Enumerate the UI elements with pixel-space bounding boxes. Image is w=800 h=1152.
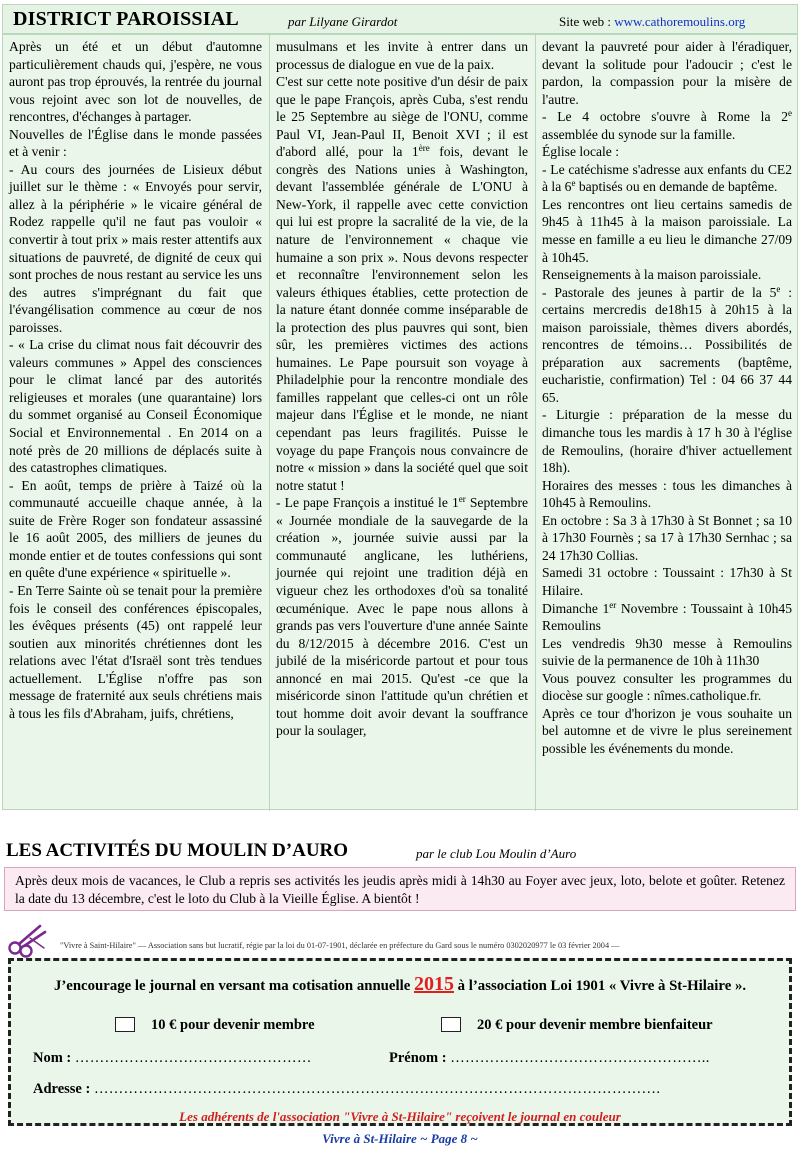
superscript: ère xyxy=(418,143,430,154)
association-legal-line: "Vivre à Saint-Hilaire" — Association sans but lucratif, régie par la loi du 01-07-1901, déclarée en préfecture du Gard sous le numéro 0302020977 le 03 février 2004 — xyxy=(60,941,620,950)
coupon-intro xyxy=(11,973,789,996)
text-run: C'est sur cette note positive d'un désir de paix que le pape François, après Cuba, s'est rendu le 25 Septembre au siège de l'ONU, comme Paul VI, Jean-Paul II, Benoit XVI ; il est d'abord allé, pour la 1 xyxy=(276,74,528,160)
text-run: Dimanche 1 xyxy=(542,600,610,616)
section-title: DISTRICT PAROISSIAL xyxy=(13,8,239,30)
scissors-icon xyxy=(6,922,48,958)
superscript: e xyxy=(776,283,781,294)
paragraph: Église locale : xyxy=(542,144,620,160)
activities-text: Après deux mois de vacances, le Club a repris ses activités les jeudis après midi à 14h30 au Foyer avec jeux, loto, belote et goûter. Retenez la date du 13 décembre, c'est le loto du Club à la Vieille Église. A bientôt ! xyxy=(4,867,796,911)
text-run: - Le 4 octobre s'ouvre à Rome la 2 xyxy=(542,109,788,125)
superscript: er xyxy=(609,599,617,610)
superscript: e xyxy=(571,178,576,189)
site-web xyxy=(559,14,745,30)
adresse-label: Adresse : xyxy=(33,1081,94,1097)
paragraph xyxy=(276,73,528,494)
coupon-intro-text: J’encourage le journal en versant ma cotisation annuelle xyxy=(53,978,414,994)
prenom-dots: …………………………………………….. xyxy=(450,1050,710,1066)
text-run: assemblée du synode sur la famille. xyxy=(542,126,736,142)
paragraph: Les rencontres ont lieu certains samedis de 9h45 à 11h45 à la maison paroissiale. La messe en famille a eu lieu le dimanche 27/09 à 10h45. xyxy=(542,196,792,265)
paragraph: - « La crise du climat nous fait découvrir des valeurs communes » Appel des consciences pour le climat lancé par des autorités religieuses et morales (une quarantaine) lors du sommet organisé au Conseil Économique Social et Environnemental . En 2014 on a noté près de 20 millions de déplacés suite à des catastrophes climatiques. xyxy=(9,337,262,476)
membership-coupon xyxy=(8,958,792,1126)
text-run: - Le pape François a institué le 1 xyxy=(276,495,459,511)
coupon-intro-text: à l’association Loi 1901 « Vivre à St-Hilaire ». xyxy=(453,978,747,994)
paragraph: - Au cours des journées de Lisieux début juillet sur le thème : « Envoyés pour servir, allez à la périphérie » le vicaire général de Rodez rappelle qu'il ne faut pas vouloir « convertir à tout prix » mais rester attentifs aux situations de pauvreté, de dignité de ceux qui sont proches de nous restant au service les uns des autres s'imprégnant du fait que l'évangélisation commence au cœur de nos paroisses. xyxy=(9,161,262,335)
text-run: - Pastorale des jeunes à partir de la 5 xyxy=(542,284,777,300)
paragraph: Les vendredis 9h30 messe à Remoulins suivie de la permanence de 10h à 11h30 xyxy=(542,635,792,669)
article-column-3 xyxy=(535,35,798,811)
paragraph xyxy=(542,161,792,196)
text-run: : certains mercredis de18h15 à 20h15 à la maison paroissiale, thèmes divers abordés, rencontres de témoins… Possibilités de préparation aux sacrements (baptême, eucharistie, confirmation) Tel : 04 66 37 44 65. xyxy=(542,284,792,405)
paragraph: Horaires des messes : tous les dimanches à 10h45 à Remoulins. xyxy=(542,477,792,511)
adresse-dots: ……………………………………………………………………………………………………. xyxy=(93,1081,661,1097)
text-run: baptisés ou en demande de baptême. xyxy=(575,179,778,195)
section-header xyxy=(2,4,798,34)
paragraph: devant la pauvreté pour aider à l'éradiquer, devant la solitude pour l'adoucir ; c'est le pardon, la compassion pour la misère de l'autre. xyxy=(542,39,792,107)
benefactor-checkbox[interactable] xyxy=(441,1017,461,1032)
adresse-field[interactable] xyxy=(33,1081,660,1098)
paragraph xyxy=(542,600,792,635)
text-run: Septembre « Journée mondiale de la sauvegarde de la création », journée suivie aussi par la communauté anglicane, les luthériens, journée qui rejoint une tradition déjà en vigueur chez les orthodoxes d'où sa tonalité œcuménique. Avec le pape nous allons à grands pas vers l'ouverture d'une année Sainte du 8/12/2015 à décembre 2016. C'est un jubilé de la miséricorde partout et pour tous annoncé en mai 2015. Qu'est -ce que la miséricorde sinon l'attitude qu'un chrétien et tout homme doit avoir devant la souffrance pour la soulager, xyxy=(276,495,529,739)
prenom-field[interactable] xyxy=(389,1050,710,1067)
paragraph: Après un été et un début d'automne particulièrement chauds qui, j'espère, ne vous auront pas trop éprouvés, la rentrée du journal vous rejoint avec son lot de nouvelles, de rencontres, d'échanges à partager. xyxy=(9,39,262,125)
paragraph: Samedi 31 octobre : Toussaint : 17h30 à St Hilaire. xyxy=(542,565,792,598)
site-link[interactable]: www.cathoremoulins.org xyxy=(614,14,746,29)
section-author: par Lilyane Girardot xyxy=(288,14,398,29)
benefactor-option-label: 20 € pour devenir membre bienfaiteur xyxy=(477,1017,713,1033)
paragraph: - En Terre Sainte où se tenait pour la première fois le conseil des conférences épiscopales, les évêques présents (45) ont rappelé leur soutien aux minorités chrétiennes dont les relations avec l'état d'Israël sont très tendues actuellement. L'Église n'offre pas son message de fraternité aux seuls chrétiens mais à tous les fils d'Abraham, juifs, chrétiens, xyxy=(9,582,262,721)
site-label: Site web : xyxy=(559,14,615,29)
article-column-2 xyxy=(269,35,534,811)
activities-author: par le club Lou Moulin d’Auro xyxy=(416,846,577,861)
paragraph: Renseignements à la maison paroissiale. xyxy=(542,267,762,283)
coupon-note: Les adhérents de l'association "Vivre à St-Hilaire" reçoivent le journal en couleur xyxy=(179,1109,621,1124)
paragraph: Nouvelles de l'Église dans le monde passées et à venir : xyxy=(9,126,262,160)
text-run: - Le catéchisme s'adresse aux enfants du CE2 à la 6 xyxy=(542,161,792,195)
prenom-label: Prénom : xyxy=(389,1050,451,1066)
paragraph: - En août, temps de prière à Taizé où la communauté accueille chaque année, à la suite de Frère Roger son fondateur assassiné le 16 août 2005, des milliers de jeunes du monde entier et de toutes confessions qui sont en quête d'une expérience « spirituelle ». xyxy=(9,477,262,581)
coupon-year: 2015 xyxy=(413,973,454,995)
text-run: Novembre : Toussaint à 10h45 Remoulins xyxy=(542,600,792,634)
paragraph xyxy=(276,494,528,740)
cut-line-area xyxy=(2,920,798,958)
paragraph: En octobre : Sa 3 à 17h30 à St Bonnet ; sa 10 à 17h30 Fournès ; sa 17 à 17h30 Sernhac ; sa 24 17h30 Collias. xyxy=(542,512,792,563)
paragraph: Vous pouvez consulter les programmes du diocèse sur google : nîmes.catholique.fr. xyxy=(542,670,792,704)
member-option-label: 10 € pour devenir membre xyxy=(151,1017,315,1033)
superscript: e xyxy=(788,108,792,119)
nom-dots: ………………………………………… xyxy=(74,1050,312,1066)
article-column-1 xyxy=(3,35,268,811)
paragraph: - Liturgie : préparation de la messe du dimanche tous les mardis à 17 h 30 à l'église de Remoulins, (horaire d'hiver actuellement 18h). xyxy=(542,407,792,476)
page-footer: Vivre à St-Hilaire ~ Page 8 ~ xyxy=(322,1131,478,1146)
paragraph xyxy=(542,284,792,407)
article-columns xyxy=(2,34,798,810)
member-checkbox[interactable] xyxy=(115,1017,135,1032)
superscript: er xyxy=(458,494,466,505)
nom-field[interactable] xyxy=(33,1050,312,1067)
paragraph: musulmans et les invite à entrer dans un processus de dialogue en vue de la paix. xyxy=(276,39,528,72)
activities-title: LES ACTIVITÉS DU MOULIN D’AURO xyxy=(6,840,349,861)
paragraph: Après ce tour d'horizon je vous souhaite un bel automne et de vivre le plus sereinement possible les événements du monde. xyxy=(542,705,792,756)
text-run: fois, devant le congrès des Nations unies à Washington, devant l'assemblée générale de L'ONU à New-York, il rappelle avec cette conviction qui lui est propre la sacralité de la vie, de la nature de l'environnement « chaque vie humaine a son prix ». Nous devons respecter et reconnaître l'environnement selon les valeurs éthiques établies, cette protection de la nature étant donnée comme inséparable de la protection des plus pauvres qui sont, bien sûr, les premières victimes des actions humaines. Le Pape poursuit son voyage à Philadelphie pour la rencontre mondiale des familles rappelant que celles-ci ont un rôle majeur dans l'Église et le monde, ne niant cependant pas leurs fragilités. Puisse le voyage du pape François nous convaincre de notre « mission » dans la société quel que soit notre statut ! xyxy=(276,144,529,493)
paragraph xyxy=(542,108,792,143)
nom-label: Nom : xyxy=(33,1050,75,1066)
